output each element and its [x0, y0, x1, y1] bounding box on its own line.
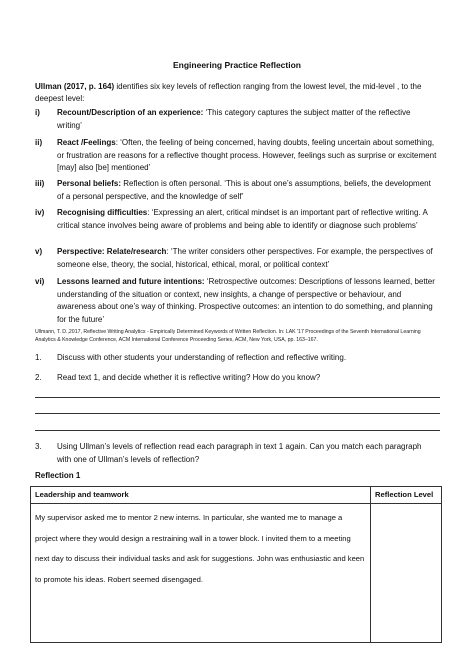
question-number: 3. [35, 442, 42, 451]
column-header-reflection-level: Reflection Level [371, 487, 442, 504]
level-heading: Perspective: Relate/research [57, 247, 167, 256]
level-numeral: i) [35, 108, 40, 117]
citation: Ullmann, T. D.,2017, Reflective Writing Analytics - Empirically Determined Keywords of Written Reflection. In: LAK '17 Proceedings of the Seventh International Learning Analytics & Knowledge Conference, ACM International Conference Proceeding Series, ACM, New York, USA, pp. 163–167. [35, 329, 421, 343]
answer-line[interactable] [35, 397, 440, 398]
level-text: Reflection is often personal. ‘This is about one’s assumptions, beliefs, the development of a personal perspective, and the knowledge of self’ [57, 179, 431, 201]
level-text: : ‘The writer considers other perspectives. For example, the perspectives of someone else, theory, the social, historical, ethical, moral, or political context’ [57, 247, 433, 269]
level-item-1 [35, 107, 440, 133]
question-1 [35, 352, 440, 365]
question-text: Discuss with other students your understanding of reflection and reflective writing. [57, 353, 347, 362]
intro-author: Ullman (2017, p. 164) [35, 82, 115, 91]
level-heading: Lessons learned and future intentions: [57, 277, 205, 286]
column-header-leadership: Leadership and teamwork [31, 487, 371, 504]
level-item-3 [35, 178, 440, 204]
section-heading: Reflection 1 [35, 471, 81, 480]
level-text: : ‘Often, the feeling of being concerned, having doubts, feeling uncertain about something, or frustration are reasons for a reflective thought process. However, feelings such as surprise or excitement [may] also [be] mentioned’ [57, 138, 437, 172]
level-text: : ‘Expressing an alert, critical mindset is an important part of reflective writing. A critical stance involves being aware of problems and being able to identify or diagnose such problems’ [57, 208, 428, 230]
level-item-4 [35, 207, 440, 247]
reflection-text-cell: My supervisor asked me to mentor 2 new interns. In particular, she wanted me to manage a project where they would design a restraining wall in a tower block. I invited them to a meeting next day to discuss their individual tasks and ask for suggestions. John was enthusiastic and keen to promote his ideas. Robert seemed disengaged. [31, 504, 371, 643]
level-numeral: iii) [35, 179, 45, 188]
level-heading: Recount/Description of an experience: [57, 108, 204, 117]
level-heading: React /Feelings [57, 138, 116, 147]
level-numeral: v) [35, 247, 43, 256]
table-header-row [31, 487, 442, 504]
question-3 [35, 441, 440, 467]
level-text: ‘Retrospective outcomes: Descriptions of lessons learned, better understanding of the situation or context, new insights, a change of perspective or behaviour, and awareness about one’s way of thinking. Prospective outcomes: an intention to do something, and planning for the future’ [57, 277, 435, 324]
level-numeral: vi) [35, 277, 45, 286]
question-text: Read text 1, and decide whether it is reflective writing? How do you know? [57, 373, 321, 382]
question-2 [35, 372, 440, 385]
level-text: ‘This category captures the subject matter of the reflective writing’ [57, 108, 411, 130]
level-numeral: ii) [35, 138, 43, 147]
answer-line[interactable] [35, 430, 440, 431]
level-item-6 [35, 276, 440, 326]
question-number: 2. [35, 373, 42, 382]
intro-text: identifies six key levels of reflection ranging from the lowest level, the mid-level , to the deepest level: [35, 82, 422, 103]
question-text: Using Ullman’s levels of reflection read each paragraph in text 1 again. Can you match each paragraph with one of Ullman’s levels of reflection? [57, 442, 422, 464]
document-title: Engineering Practice Reflection [172, 60, 301, 70]
answer-line[interactable] [35, 413, 440, 414]
reflection-level-cell[interactable] [371, 504, 442, 643]
table-row [31, 504, 442, 643]
intro-paragraph [35, 81, 435, 105]
level-heading: Recognising difficulties [57, 208, 148, 217]
reflection-table [30, 486, 442, 643]
level-numeral: iv) [35, 208, 45, 217]
level-item-5 [35, 246, 440, 272]
question-number: 1. [35, 353, 42, 362]
level-heading: Personal beliefs: [57, 179, 122, 188]
level-item-2 [35, 137, 440, 177]
